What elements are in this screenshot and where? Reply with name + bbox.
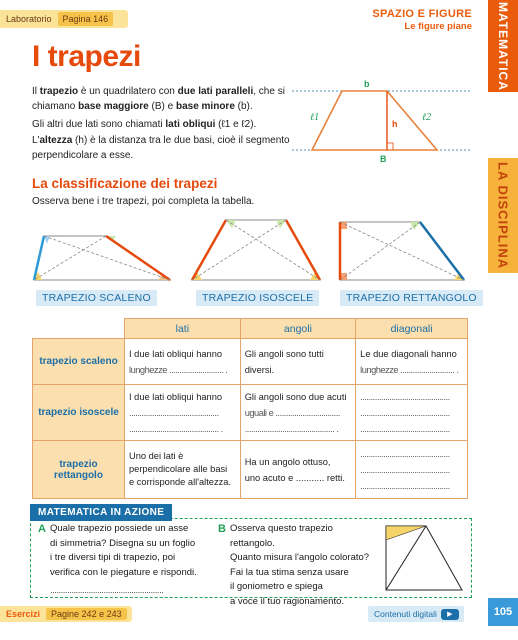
intro-paragraph-2: Gli altri due lati sono chiamati lati obliqui (ℓ1 e ℓ2).: [32, 119, 257, 130]
row-name: trapezio scaleno: [33, 339, 125, 385]
side-tab-matematica-label: MATEMATICA: [496, 1, 510, 91]
row-name: trapezio isoscele: [33, 385, 125, 441]
label-b: b: [364, 79, 370, 89]
cell-lati[interactable]: I due lati obliqui hanno lunghezze .......................... .: [125, 339, 241, 385]
cell-lati: Uno dei lati è perpendicolare alle basi e corrisponde all'altezza.: [125, 441, 241, 499]
label-h: h: [392, 119, 398, 129]
cell-angoli: Gli angoli sono tutti diversi.: [240, 339, 355, 385]
cell-angoli[interactable]: Ha un angolo ottuso, uno acuto e ........... retti.: [240, 441, 355, 499]
right-angle-mark: [387, 143, 393, 150]
in-azione-question-b: B Osserva questo trapezio rettangolo. Quanto misura l'angolo colorato? Fai la tua stima senza usare il goniometro e spiega a voce il tuo ragionamento.: [218, 522, 378, 609]
footer-tab-pages[interactable]: Pagine 242 e 243: [46, 608, 127, 620]
header-tab: [0, 10, 128, 28]
trapezoid-definition-diagram: [292, 78, 472, 168]
trapezoid-shape: [312, 91, 437, 150]
cell-diagonali[interactable]: Le due diagonali hanno lunghezze .......................... .: [356, 339, 468, 385]
side-tab-matematica[interactable]: [488, 0, 518, 92]
header-tab-page[interactable]: Pagina 146: [58, 12, 114, 26]
intro-paragraph-1: Il trapezio è un quadrilatero con due lati paralleli, che si chiamano base maggiore (B) e base minore (b).: [32, 86, 285, 112]
isoscele-figure: [186, 216, 326, 284]
header-diagonali: diagonali: [356, 319, 468, 339]
header-angoli: angoli: [240, 319, 355, 339]
side-tab-disciplina[interactable]: [488, 158, 518, 273]
cell-lati[interactable]: I due lati obliqui hanno ........................................... ........................................... .: [125, 385, 241, 441]
header-tab-label: Laboratorio: [6, 14, 52, 24]
question-b-trapezoid: [382, 522, 466, 594]
question-b-letter: B: [218, 523, 226, 535]
row-name: trapezio rettangolo: [33, 441, 125, 499]
page-title: I trapezi: [32, 40, 141, 73]
side-tab-disciplina-label: LA DISCIPLINA: [495, 161, 511, 270]
table-row: [33, 339, 468, 385]
header-lati: lati: [125, 319, 241, 339]
section-title: SPAZIO E FIGURE: [372, 8, 472, 20]
section-subtitle: Le figure piane: [404, 21, 472, 32]
classification-table: [32, 318, 468, 499]
question-a-letter: A: [38, 523, 46, 535]
footer-tab-label: Esercizi: [6, 609, 41, 619]
answer-line[interactable]: .....................................................: [49, 585, 164, 596]
label-B: B: [380, 154, 387, 164]
scaleno-figure: [28, 224, 178, 284]
footer-tab: [0, 606, 132, 622]
section-heading: [372, 8, 472, 32]
in-azione-question-a: A Quale trapezio possiede un asse di simmetria? Disegna su un foglio i tre diversi tipi di trapezio, poi verifica con le piegature e rispondi. .....................................................: [38, 522, 213, 599]
digital-content-label: Contenuti digitali: [374, 609, 437, 619]
label-l2: ℓ2: [422, 112, 432, 123]
in-azione-heading: MATEMATICA IN AZIONE: [30, 504, 172, 521]
video-icon: ▶: [441, 609, 459, 620]
page-number: 105: [488, 598, 518, 626]
rettangolo-figure: [330, 216, 470, 284]
classification-heading: La classificazione dei trapezi: [32, 176, 218, 191]
cell-angoli[interactable]: Gli angoli sono due acuti uguali e ............................... ........................................... .: [240, 385, 355, 441]
table-row: [33, 441, 468, 499]
classification-instruction: Osserva bene i tre trapezi, poi completa la tabella.: [32, 196, 255, 207]
intro-paragraph-3: L'altezza (h) è la distanza tra le due basi, cioè il segmento perpendicolare a esse.: [32, 135, 290, 161]
label-isoscele: TRAPEZIO ISOSCELE: [196, 290, 319, 306]
label-rettangolo: TRAPEZIO RETTANGOLO: [340, 290, 483, 306]
table-row: [33, 385, 468, 441]
digital-content-link[interactable]: [368, 606, 464, 622]
label-l1: ℓ1: [310, 112, 320, 123]
label-scaleno: TRAPEZIO SCALENO: [36, 290, 157, 306]
cell-diagonali[interactable]: ........................................... ........................................... ...........................................: [356, 441, 468, 499]
cell-diagonali[interactable]: ........................................... ........................................... ...........................................: [356, 385, 468, 441]
